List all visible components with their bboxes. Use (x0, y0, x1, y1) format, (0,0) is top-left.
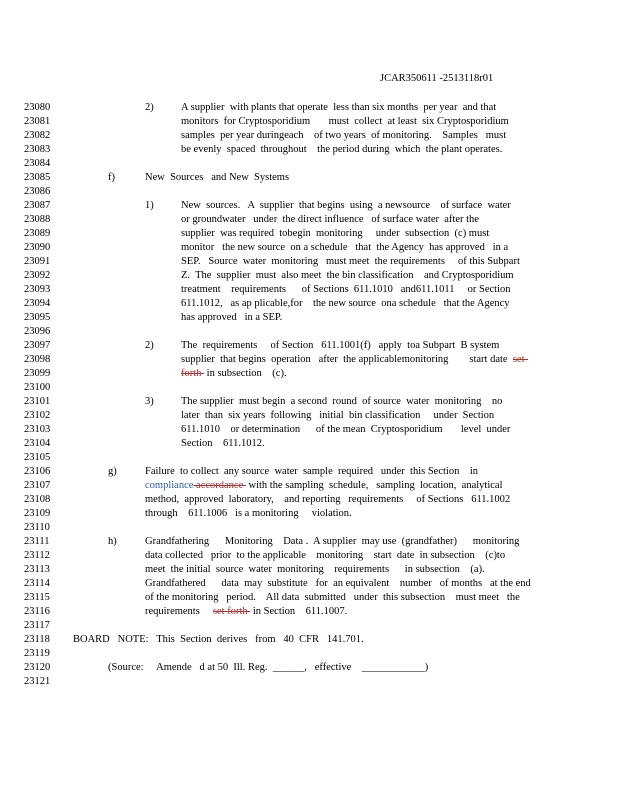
text-line: or groundwater under the direct influence of surface water after the (181, 214, 479, 225)
text-line: The requirements of Section 611.1001(f) apply toa Subpart B system (181, 340, 500, 351)
text-run: requirements (145, 606, 213, 617)
line-number: 23108 (24, 494, 51, 505)
line-number: 23086 (24, 186, 51, 197)
item-marker: h) (108, 536, 117, 547)
text-line: 611.1012, as ap plicable,for the new source ona schedule that the Agency (181, 298, 510, 309)
line-number: 23116 (24, 606, 50, 617)
text-line: has approved in a SEP. (181, 312, 283, 323)
text-line: SEP. Source water monitoring must meet the requirements of this Subpart (181, 256, 520, 267)
line-number: 23113 (24, 564, 50, 575)
deleted-text: accordance (193, 480, 246, 491)
line-number: 23106 (24, 466, 51, 477)
line-number: 23098 (24, 354, 51, 365)
text-line (145, 479, 502, 493)
text-line: Section 611.1012. (181, 438, 265, 449)
board-note: BOARD NOTE: This Section derives from 40 CFR 141.701. (73, 634, 364, 645)
text-line: through 611.1006 is a monitoring violation. (145, 508, 352, 519)
inserted-text: compliance (145, 480, 194, 491)
text-line: 611.1010 or determination of the mean Cryptosporidium level under (181, 424, 511, 435)
text-line: be evenly spaced throughout the period during which the plant operates. (181, 144, 503, 155)
item-marker: 2) (145, 340, 154, 351)
text-line: of the monitoring period. All data submitted under this subsection must meet the (145, 592, 520, 603)
line-number: 23120 (24, 662, 51, 673)
line-number: 23101 (24, 396, 51, 407)
line-number: 23095 (24, 312, 51, 323)
source-note: (Source: Amende d at 50 Ill. Reg. ______, effective ____________) (108, 662, 429, 673)
text-line: meet the initial source water monitoring requirements in subsection (a). (145, 564, 485, 575)
text-line: Failure to collect any source water sample required under this Section in (145, 466, 478, 477)
line-number: 23096 (24, 326, 51, 337)
text-line: Z. The supplier must also meet the bin classification and Cryptosporidium (181, 270, 514, 281)
line-number: 23088 (24, 214, 51, 225)
deleted-text: forth (181, 368, 205, 379)
text-line (145, 605, 347, 619)
line-number: 23090 (24, 242, 51, 253)
text-line: The supplier must begin a second round of source water monitoring no (181, 396, 503, 407)
text-line: Grandfathered data may substitute for an equivalent number of months at the end (145, 578, 531, 589)
line-number: 23112 (24, 550, 50, 561)
line-number: 23107 (24, 480, 51, 491)
line-number: 23121 (24, 676, 51, 687)
line-number: 23114 (24, 578, 50, 589)
line-number: 23103 (24, 424, 51, 435)
line-number: 23104 (24, 438, 51, 449)
text-line: A supplier with plants that operate less than six months per year and that (181, 102, 497, 113)
text-run: with the sampling schedule, sampling location, analytical (245, 480, 503, 491)
line-number: 23109 (24, 508, 51, 519)
item-marker: f) (108, 172, 115, 183)
deleted-text: set forth (212, 606, 251, 617)
line-number: 23091 (24, 256, 51, 267)
line-number: 23102 (24, 410, 51, 421)
line-number: 23105 (24, 452, 51, 463)
text-line: monitors for Cryptosporidium must collect at least six Cryptosporidium (181, 116, 509, 127)
line-number: 23094 (24, 298, 51, 309)
line-number: 23085 (24, 172, 51, 183)
line-number: 23117 (24, 620, 50, 631)
text-line (181, 367, 287, 381)
line-number: 23093 (24, 284, 51, 295)
line-number: 23089 (24, 228, 51, 239)
document-id: JCAR350611 -2513118r01 (380, 73, 494, 84)
line-number: 23081 (24, 116, 51, 127)
line-number: 23082 (24, 130, 51, 141)
line-number: 23115 (24, 592, 50, 603)
deleted-text: set- (512, 354, 528, 365)
line-number: 23080 (24, 102, 51, 113)
text-line: samples per year duringeach of two years of monitoring. Samples must (181, 130, 507, 141)
text-line: later than six years following initial bin classification under Section (181, 410, 495, 421)
item-marker: 2) (145, 102, 154, 113)
item-marker: 3) (145, 396, 154, 407)
line-number: 23119 (24, 648, 50, 659)
line-number: 23118 (24, 634, 50, 645)
text-line: New sources. A supplier that begins using a newsource of surface water (181, 200, 511, 211)
text-line: monitor the new source on a schedule that the Agency has approved in a (181, 242, 509, 253)
item-marker: 1) (145, 200, 154, 211)
text-line: treatment requirements of Sections 611.1010 and611.1011 or Section (181, 284, 511, 295)
item-marker: g) (108, 466, 117, 477)
text-run: in subsection (c). (204, 368, 287, 379)
line-number: 23100 (24, 382, 51, 393)
text-line: data collected prior to the applicable monitoring start date in subsection (c)to (145, 550, 506, 561)
line-number: 23099 (24, 368, 51, 379)
line-number: 23111 (24, 536, 50, 547)
line-number: 23092 (24, 270, 51, 281)
text-line: Grandfathering Monitoring Data . A supplier may use (grandfather) monitoring (145, 536, 520, 547)
text-line: method, approved laboratory, and reporting requirements of Sections 611.1002 (145, 494, 511, 505)
section-heading: New Sources and New Systems (145, 172, 290, 183)
line-number: 23110 (24, 522, 50, 533)
text-line: supplier was required tobegin monitoring under subsection (c) must (181, 228, 490, 239)
line-number: 23087 (24, 200, 51, 211)
text-run: in Section 611.1007. (250, 606, 348, 617)
line-number: 23084 (24, 158, 51, 169)
text-run: supplier that begins operation after the applicablemonitoring start date (181, 354, 513, 365)
line-number: 23083 (24, 144, 51, 155)
text-line (181, 353, 528, 367)
line-number: 23097 (24, 340, 51, 351)
